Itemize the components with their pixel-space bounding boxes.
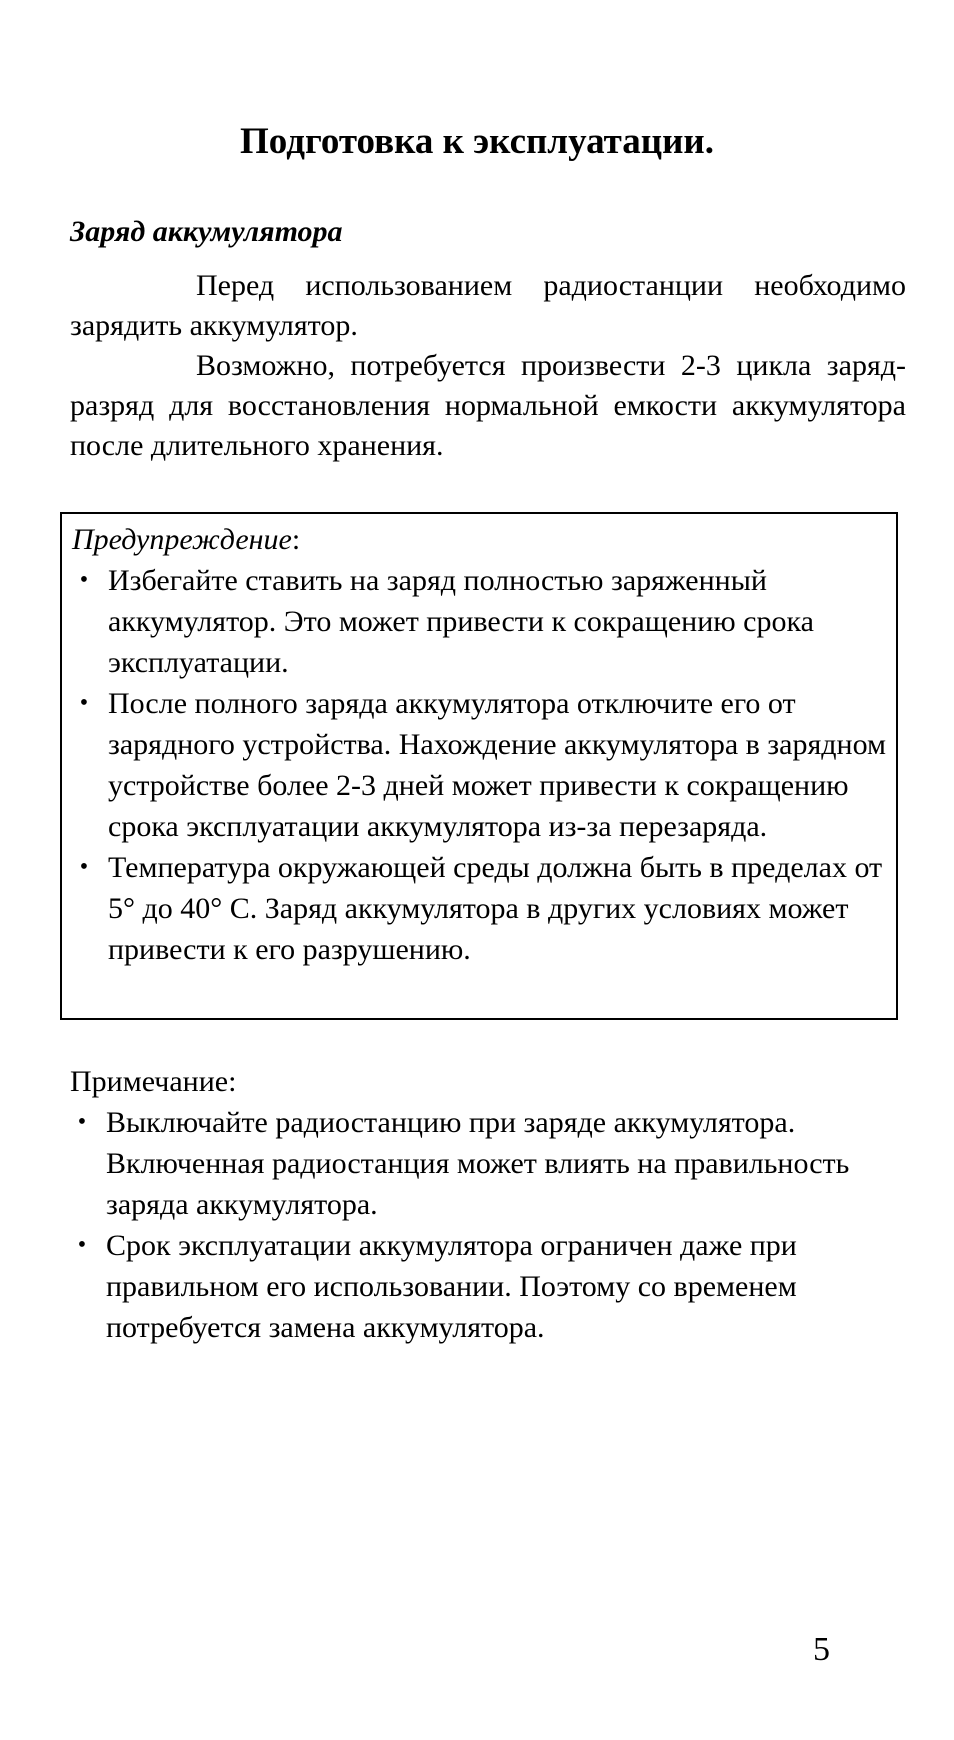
bullet-icon: • (77, 1109, 87, 1135)
warning-item-1 (72, 560, 886, 683)
note-item-1 (70, 1102, 906, 1225)
bullet-icon: • (77, 1232, 87, 1258)
warning-item-2 (72, 683, 886, 847)
note-section (70, 1062, 906, 1348)
bullet-icon: • (79, 854, 89, 880)
warning-heading-colon: : (291, 523, 301, 556)
warning-item-text: Температура окружающей среды должна быть в пределах от 5° до 40° С. Заряд аккумулятора в других условиях может привести к его разрушению. (108, 851, 883, 966)
note-list (70, 1102, 906, 1348)
note-item-2 (70, 1225, 906, 1348)
warning-item-text: Избегайте ставить на заряд полностью заряженный аккумулятор. Это может привести к сокращению срока эксплуатации. (108, 564, 814, 679)
warning-item-3 (72, 847, 886, 970)
page-title: Подготовка к эксплуатации. (240, 121, 714, 162)
warning-list (72, 560, 886, 970)
note-heading: Примечание: (70, 1065, 237, 1098)
section-subtitle: Заряд аккумулятора (70, 215, 343, 248)
intro-paragraph-2: Возможно, потребуется произвести 2-3 цикла заряд-разряд для восстановления нормальной емкости аккумулятора после длительного хранения. (70, 349, 906, 462)
warning-heading-text: Предупреждение (72, 523, 292, 556)
charging-intro (70, 266, 906, 466)
page-number: 5 (813, 1631, 830, 1668)
warning-heading (72, 520, 886, 560)
warning-box (60, 512, 898, 1020)
note-item-text: Срок эксплуатации аккумулятора ограничен даже при правильном его использовании. Поэтому со временем потребуется замена аккумулятора. (106, 1229, 797, 1344)
warning-item-text: После полного заряда аккумулятора отключите его от зарядного устройства. Нахождение аккумулятора в зарядном устройстве более 2-3 дней может привести к сокращению срока эксплуатации аккумулятора из-за перезаряда. (108, 687, 886, 843)
bullet-icon: • (79, 690, 89, 716)
intro-paragraph-1: Перед использованием радиостанции необходимо зарядить аккумулятор. (70, 269, 906, 342)
bullet-icon: • (79, 567, 89, 593)
note-item-text: Выключайте радиостанцию при заряде аккумулятора. Включенная радиостанция может влиять на правильность заряда аккумулятора. (106, 1106, 850, 1221)
